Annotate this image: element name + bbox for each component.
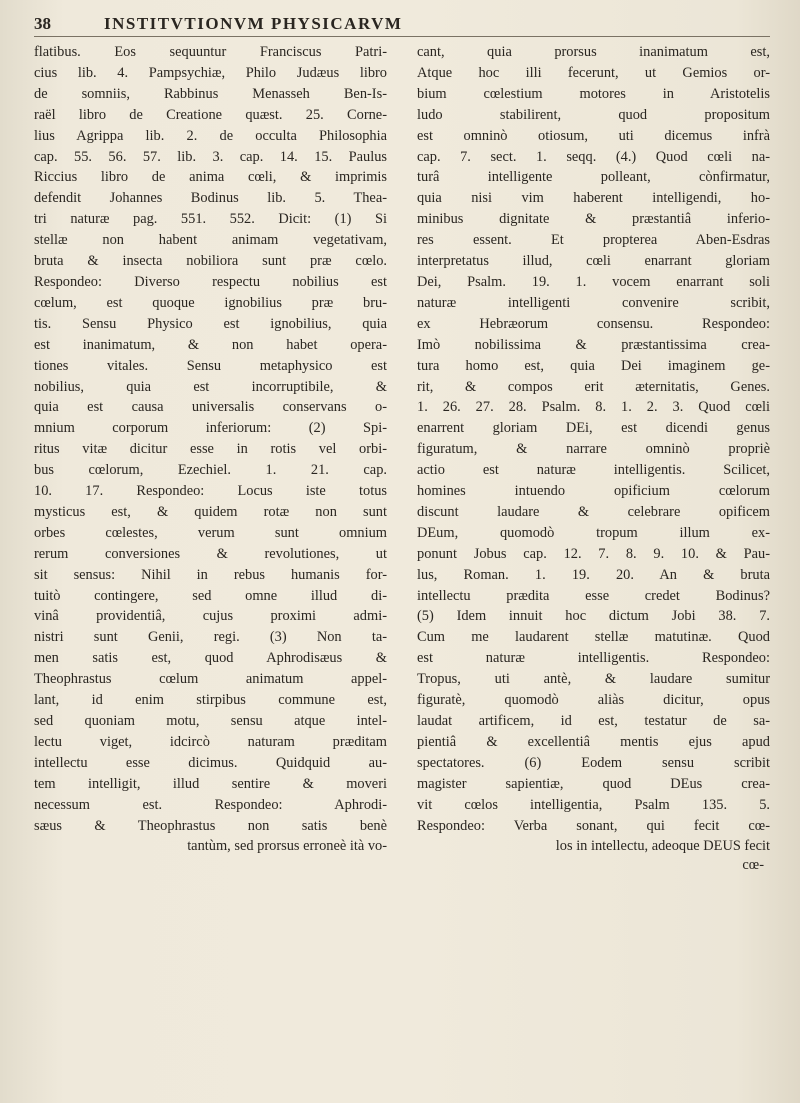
text-line: rit, & compos erit æternitatis, Genes. — [417, 378, 770, 395]
text-line: nobilius, quia est incorruptibile, & — [34, 378, 387, 395]
text-columns — [34, 42, 770, 1083]
text-line: cant, quia prorsus inanimatum est, — [417, 44, 770, 60]
text-line: stellæ non habent animam vegetativam, — [34, 232, 387, 249]
running-title: INSTITVTIONVM PHYSICARVM — [104, 14, 403, 33]
text-line: quia nisi vim haberent intelligendi, ho- — [417, 190, 770, 207]
text-line: tiones vitales. Sensu metaphysico est — [34, 357, 387, 374]
text-line: Imò nobilissima & præstantissima crea- — [417, 336, 770, 353]
text-line: est omninò otiosum, uti dicemus infrà — [417, 127, 770, 144]
text-line: DEum, quomodò tropum illum ex- — [417, 524, 770, 541]
text-line: figuratè, quomodò aliàs dicitur, opus — [417, 692, 770, 709]
text-line: nistri sunt Genii, regi. (3) Non ta- — [34, 629, 387, 646]
text-line: Atque hoc illi fecerunt, ut Gemios or- — [417, 64, 770, 81]
text-line: bruta & insecta nobiliora sunt præ cœlo. — [34, 253, 387, 270]
text-line: Theophrastus cœlum animatum appel- — [34, 671, 387, 688]
text-line: tis. Sensu Physico est ignobilius, quia — [34, 315, 387, 332]
text-line: tem intelligit, illud sentire & moveri — [34, 775, 387, 792]
text-line: 10. 17. Respondeo: Locus iste totus — [34, 483, 387, 500]
text-line: magister sapientiæ, quod DEus crea- — [417, 775, 770, 792]
text-line: Dei, Psalm. 19. 1. vocem enarrant soli — [417, 273, 770, 290]
right-column-lines — [417, 42, 770, 857]
text-line: de somniis, Rabbinus Menasseh Ben-Is- — [34, 85, 387, 102]
text-line: ponunt Jobus cap. 12. 7. 8. 9. 10. & Pau- — [417, 545, 770, 562]
text-line: bium cœlestium motores in Aristotelis — [417, 85, 770, 102]
text-line: naturæ intelligenti convenire scribit, — [417, 294, 770, 311]
text-line: lius Agrippa lib. 2. de occulta Philosophia — [34, 127, 387, 144]
text-line: lus, Roman. 1. 19. 20. An & bruta — [417, 566, 770, 583]
text-line: sed quoniam motu, sensu atque intel- — [34, 713, 387, 729]
text-line: spectatores. (6) Eodem sensu scribit — [417, 754, 770, 771]
text-line: turâ intelligente polleant, cònfirmatur, — [417, 169, 770, 186]
text-line: (5) Idem innuit hoc dictum Jobi 38. 7. — [417, 608, 770, 625]
text-line: orbes cœlestes, verum sunt omnium — [34, 524, 387, 541]
text-line: rerum conversiones & revolutiones, ut — [34, 545, 387, 562]
text-line: Tropus, uti antè, & laudare sumitur — [417, 671, 770, 688]
text-line: tantùm, sed prorsus erroneè ità vo- — [187, 838, 387, 855]
text-line: discunt laudare & celebrare opificem — [417, 503, 770, 520]
text-line: intellectu prædita esse credet Bodinus? — [417, 587, 770, 604]
text-line: actio est naturæ intelligentis. Scilicet, — [417, 462, 770, 479]
text-line: Riccius libro de anima cœli, & imprimis — [34, 169, 387, 186]
text-line: laudat artificem, id est, testatur de sa- — [417, 713, 770, 729]
running-head — [34, 14, 770, 37]
text-line: los in intellectu, adeoque DEUS fecit — [555, 838, 770, 855]
text-line: men satis est, quod Aphrodisæus & — [34, 650, 387, 667]
left-column — [34, 42, 387, 1083]
text-line: pientiâ & excellentiâ mentis ejus apud — [417, 733, 770, 750]
text-line: homines intuendo opificium cœlorum — [417, 483, 770, 500]
text-line: 1. 26. 27. 28. Psalm. 8. 1. 2. 3. Quod cœli — [417, 399, 770, 416]
text-line: tuitò contingere, sed omne illud di- — [34, 587, 387, 604]
text-line: quia est causa universalis conservans o- — [34, 399, 387, 416]
right-column — [417, 42, 770, 1083]
text-line: raël libro de Creatione quæst. 25. Corne- — [34, 106, 387, 123]
text-line: res essent. Et propterea Aben-Esdras — [417, 232, 770, 249]
text-line: figuratum, & narrare omninò propriè — [417, 441, 770, 458]
text-line: enarrent gloriam DEi, est dicendi genus — [417, 420, 770, 437]
text-line: minibus dignitate & præstantiâ inferio- — [417, 211, 770, 228]
text-line: Respondeo: Verba sonant, qui fecit cœ- — [417, 817, 770, 834]
text-line: lectu viget, idcircò naturam præditam — [34, 733, 387, 750]
text-line: intellectu esse dicimus. Quidquid au- — [34, 754, 387, 771]
catchword: cœ- — [742, 857, 764, 874]
text-line: cap. 7. sect. 1. seqq. (4.) Quod cœli na- — [417, 148, 770, 165]
text-line: tura homo est, quia Dei imaginem ge- — [417, 357, 770, 374]
page-number: 38 — [34, 14, 51, 33]
text-line: cius lib. 4. Pampsychiæ, Philo Judæus libro — [34, 64, 387, 81]
text-line: sæus & Theophrastus non satis benè — [34, 817, 387, 834]
text-line: lant, id enim stirpibus commune est, — [34, 692, 387, 709]
text-line: vinâ providentiâ, cujus proximi admi- — [34, 608, 387, 625]
text-line: cœlum, est quoque ignobilius præ bru- — [34, 294, 387, 311]
text-line: est naturæ intelligentis. Respondeo: — [417, 650, 770, 667]
text-line: ex Hebræorum consensu. Respondeo: — [417, 315, 770, 332]
text-line: bus cœlorum, Ezechiel. 1. 21. cap. — [34, 462, 387, 479]
text-line: est inanimatum, & non habet opera- — [34, 336, 387, 353]
text-line: vit cœlos intelligentia, Psalm 135. 5. — [417, 796, 770, 813]
text-line: Respondeo: Diverso respectu nobilius est — [34, 273, 387, 290]
text-line: necessum est. Respondeo: Aphrodi- — [34, 796, 387, 813]
text-line: defendit Johannes Bodinus lib. 5. Thea- — [34, 190, 387, 207]
text-line: flatibus. Eos sequuntur Franciscus Patri- — [34, 44, 387, 60]
text-line: ludo stabilirent, quod propositum — [417, 106, 770, 123]
text-line: mnium corporum inferiorum: (2) Spi- — [34, 420, 387, 437]
text-line: sit sensus: Nihil in rebus humanis for- — [34, 566, 387, 583]
text-line: mysticus est, & quidem rotæ non sunt — [34, 503, 387, 520]
text-line: tri naturæ pag. 551. 552. Dicit: (1) Si — [34, 211, 387, 228]
text-line: ritus vitæ dicitur esse in rotis vel orbi- — [34, 441, 387, 458]
text-line: Cum me laudarent stellæ matutinæ. Quod — [417, 629, 770, 646]
text-line: interpretatus illud, cœli enarrant gloriam — [417, 253, 770, 270]
text-line: cap. 55. 56. 57. lib. 3. cap. 14. 15. Paulus — [34, 148, 387, 165]
